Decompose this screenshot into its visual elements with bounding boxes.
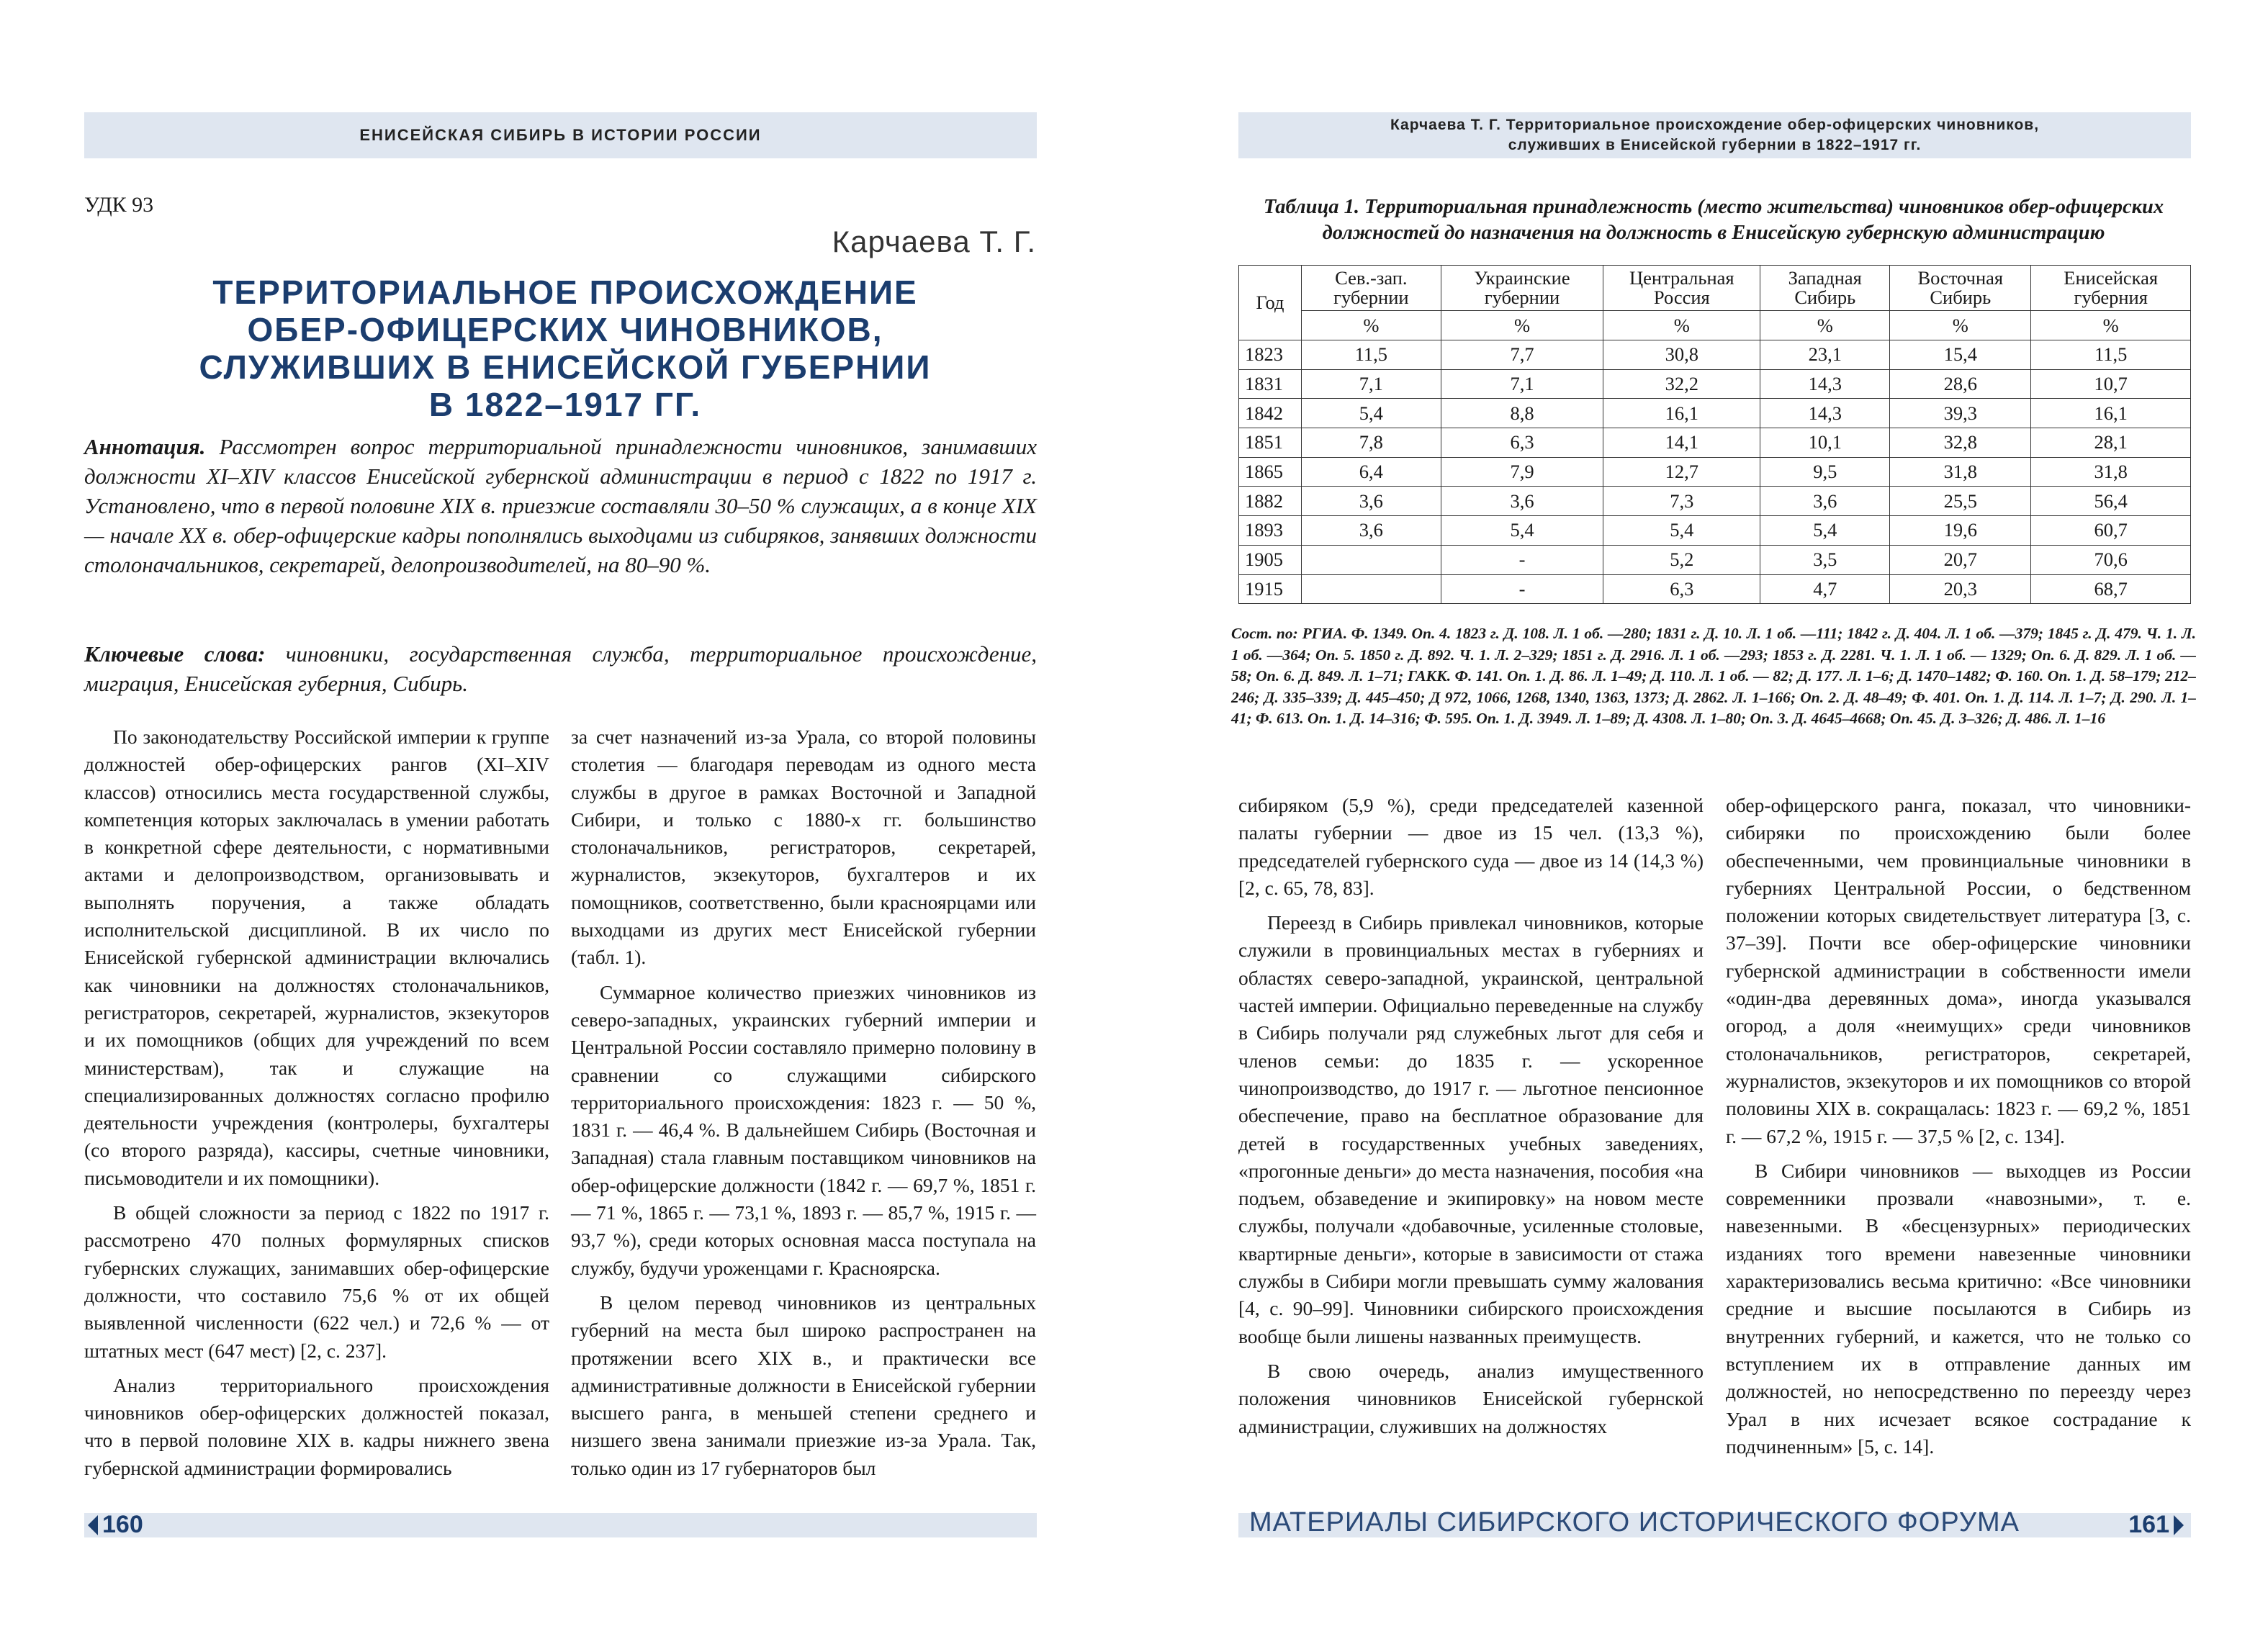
- table-caption: Таблица 1. Территориальная принадлежность (место жительства) чиновников обер-офицерских должностей до назначения на должность в Енисейскую губернскую администрацию: [1263, 196, 2164, 244]
- table-unit: %: [2031, 311, 2191, 340]
- table-cell: 3,6: [1302, 516, 1441, 546]
- body-paragraph: В целом перевод чиновников из центральных губерний на места был широко распространен на протяжении всего XIX в., и практически все административные должности в Енисейской губернии высшего ранга, в меньшей степени среднего и низшего звена занимали приезжие из-за Урала. Так, только один из 17 губернаторов был: [571, 1291, 1036, 1479]
- table-cell: 30,8: [1603, 340, 1760, 370]
- table-cell-year: 1842: [1239, 399, 1302, 428]
- title-line: ТЕРРИТОРИАЛЬНОЕ ПРОИСХОЖДЕНИЕ: [212, 274, 918, 311]
- table-cell: 14,3: [1760, 369, 1890, 399]
- table-cell: 10,7: [2031, 369, 2191, 399]
- keywords: [84, 639, 1037, 698]
- table-cell-year: 1882: [1239, 487, 1302, 516]
- table-row: [1239, 457, 2191, 487]
- table-sources: Сост. по: РГИА. Ф. 1349. Оп. 4. 1823 г. Д. 108. Л. 1 об. —280; 1831 г. Д. 10. Л. 1 об. —111; 1842 г. Д. 404. Л. 1 об. —379; 1845 г. Д. 479. Ч. 1. Л. 1 об. —364; Оп. 5. 1850 г. Д. 892. Ч. 1. Л. 2–329; 1851 г. Д. 2916. Л. 1 об. —293; 1853 г. Д. 2281. Ч. 1. Л. 1 об. — 1329; Оп. 6. Д. 829. Л. 1 об. — 58; Оп. 6. Д. 849. Л. 1–71; ГАКК. Ф. 141. Оп. 1. Д. 86. Л. 1–49; Д. 110. Л. 1 об. — 82; Д. 177. Л. 1–6; Д. 1470–1482; Ф. 160. Оп. 1. Д. 58–179; 212–246; Д. 335–339; Д. 445–450; Д 972, 1066, 1268, 1340, 1363, 1373; Д. 2862. Л. 1–166; Оп. 2. Д. 48–49; Ф. 401. Оп. 1. Д. 114. Л. 1–7; Д. 290. Л. 1–41; Ф. 613. Оп. 1. Д. 14–316; Ф. 595. Оп. 1. Д. 3949. Л. 1–89; Д. 4308. Л. 1–80; Оп. 3. Д. 4645–4668; Оп. 45. Д. 3–326; Д. 486. Л. 1–16: [1231, 625, 2196, 727]
- running-header: [1238, 112, 2191, 158]
- table-unit: %: [1603, 311, 1760, 340]
- table-cell: 5,4: [1441, 516, 1603, 546]
- title-line: В 1822–1917 ГГ.: [428, 386, 702, 423]
- table-cell: 5,4: [1603, 516, 1760, 546]
- title-line: СЛУЖИВШИХ В ЕНИСЕЙСКОЙ ГУБЕРНИИ: [199, 348, 932, 386]
- table-cell: 60,7: [2031, 516, 2191, 546]
- table-cell: 7,8: [1302, 428, 1441, 458]
- keywords-text: чиновники, государственная служба, территориальное происхождение, миграция, Енисейская губерния, Сибирь.: [84, 641, 1038, 696]
- table-unit: %: [1302, 311, 1441, 340]
- running-header: [84, 112, 1037, 158]
- chevron-right-icon: [2174, 1515, 2184, 1535]
- table-cell: 6,3: [1441, 428, 1603, 458]
- table-cell: 56,4: [2031, 487, 2191, 516]
- body-paragraph: сибиряком (5,9 %), среди председателей казенной палаты губернии — двое из 15 чел. (13,3 %), председателей губернского суда — двое из 14 (14,3 %) [2, с. 65, 78, 83].: [1238, 794, 1704, 899]
- table-cell-year: 1915: [1239, 574, 1302, 604]
- body-column-right-2: [1726, 792, 2191, 1468]
- body-paragraph: за счет назначений из-за Урала, со второй половины столетия — благодаря переводам из одного места службы в другое в рамках Восточной и Западной Сибири, и только с 1880-х гг. большинство столоначальников, регистраторов, секретарей, журналистов, экзекуторов, бухгалтеров и их помощников, соответственно, были красноярцами или выходцами из других мест Енисейской губернии (табл. 1).: [571, 726, 1036, 969]
- table-cell: 12,7: [1603, 457, 1760, 487]
- body-column-left-1: [84, 723, 549, 1489]
- body-paragraph: Переезд в Сибирь привлекал чиновников, которые служили в провинциальных местах в губерниях и областях северо-западной, украинской, центральной частей империи. Официально переведенные на службу в Сибирь получали ряд служебных льгот для себя и членов семьи: до 1835 г. — ускоренное чинопроизводство, до 1917 г. — льготное пенсионное обеспечение, право на бесплатное образование для детей в государственных учебных заведениях, «прогонные деньги» до места назначения, пособия «на подъем, обзаведение и экипировку» на новом месте службы, получали «добавочные, усиленные столовые, квартирные деньги», которые в зависимости от стажа службы в Сибири могли превышать сумму жалования [4, с. 90–99]. Чиновники сибирского происхождения вообще были лишены названных преимуществ.: [1238, 911, 1704, 1347]
- body-paragraph: В общей сложности за период с 1822 по 1917 г. рассмотрено 470 полных формулярных списков губернских служащих, занимавших обер-офицерские должности, что составило 75,6 % от их общей выявленной численности (622 чел.) и 72,6 % — от штатных мест (647 мест) [2, с. 237].: [84, 1201, 549, 1362]
- table-cell: 3,5: [1760, 545, 1890, 574]
- table-cell: 25,5: [1890, 487, 2031, 516]
- table-row: [1239, 399, 2191, 428]
- table-cell: 3,6: [1441, 487, 1603, 516]
- keywords-label: Ключевые слова:: [84, 641, 266, 667]
- running-header-line: служивших в Енисейской губернии в 1822–1917 гг.: [1508, 137, 1922, 153]
- table-cell: 3,6: [1760, 487, 1890, 516]
- page-number-right: [2128, 1511, 2184, 1539]
- table-cell: 5,2: [1603, 545, 1760, 574]
- table-row: [1239, 487, 2191, 516]
- table-cell: 14,1: [1603, 428, 1760, 458]
- table-cell: 7,7: [1441, 340, 1603, 370]
- right-page: [1134, 0, 2268, 1644]
- table-cell: 11,5: [1302, 340, 1441, 370]
- table-row: [1239, 428, 2191, 458]
- body-paragraph: Анализ территориального происхождения чиновников обер-офицерских должностей показал, что в первой половине XIX в. кадры нижнего звена губернской администрации формировались: [84, 1373, 549, 1479]
- table-cell-year: 1865: [1239, 457, 1302, 487]
- table-cell: 23,1: [1760, 340, 1890, 370]
- table-header: Центральная Россия: [1603, 266, 1760, 311]
- table-unit: %: [1441, 311, 1603, 340]
- table-row: [1239, 574, 2191, 604]
- table-cell: 39,3: [1890, 399, 2031, 428]
- table-cell: 9,5: [1760, 457, 1890, 487]
- table-cell: 7,1: [1302, 369, 1441, 399]
- table-cell: 31,8: [1890, 457, 2031, 487]
- title-line: ОБЕР-ОФИЦЕРСКИХ ЧИНОВНИКОВ,: [247, 311, 883, 348]
- chevron-left-icon: [88, 1515, 98, 1535]
- page-number-text: 160: [102, 1511, 143, 1538]
- table-header: Восточная Сибирь: [1890, 266, 2031, 311]
- table-unit: %: [1760, 311, 1890, 340]
- table-cell: 20,3: [1890, 574, 2031, 604]
- table-header: Сев.-зап. губернии: [1302, 266, 1441, 311]
- table-cell: 31,8: [2031, 457, 2191, 487]
- author-name: Карчаева Т. Г.: [832, 225, 1036, 258]
- table-cell: 32,2: [1603, 369, 1760, 399]
- table-row: [1239, 516, 2191, 546]
- body-column-right-1: [1238, 792, 1704, 1447]
- table-header: Западная Сибирь: [1760, 266, 1890, 311]
- table-cell: 5,4: [1760, 516, 1890, 546]
- table-cell: 68,7: [2031, 574, 2191, 604]
- body-column-left-2: [571, 723, 1036, 1489]
- data-table: [1238, 265, 2191, 604]
- body-paragraph: В Сибири чиновников — выходцев из России современники прозвали «навозными», т. е. навезенными. В «бесцензурных» периодических изданиях того времени навезенные чиновники характеризовались весьма критично: «Все чиновники средние и высшие посылаются в Сибирь из внутренних губерний, и кажется, что не только со вступлением их в отправление данных им должностей, но непосредственно по переезду через Урал в них исчезает всякое сострадание к подчиненным» [5, с. 14].: [1726, 1159, 2191, 1458]
- table-cell: 7,1: [1441, 369, 1603, 399]
- table-cell: [1302, 545, 1441, 574]
- page-number-left: [88, 1511, 143, 1539]
- running-header-text: ЕНИСЕЙСКАЯ СИБИРЬ В ИСТОРИИ РОССИИ: [359, 126, 762, 144]
- table-cell: -: [1441, 574, 1603, 604]
- table-cell-year: 1851: [1239, 428, 1302, 458]
- table-cell: 3,6: [1302, 487, 1441, 516]
- table-unit: %: [1890, 311, 2031, 340]
- table-cell: 10,1: [1760, 428, 1890, 458]
- body-paragraph: Суммарное количество приезжих чиновников из северо-западных, украинских губерний империи и Центральной России составляло примерно половину в сравнении со служащими сибирского территориального происхождения: 1823 г. — 50 %, 1831 г. — 46,4 %. В дальнейшем Сибирь (Восточная и Западная) стала главным поставщиком чиновников на обер-офицерские должности (1842 г. — 69,7 %, 1851 г. — 71 %, 1865 г. — 73,1 %, 1893 г. — 85,7 %, 1915 г. — 93,7 %), среди которых основная масса поступала на службу, будучи уроженцами г. Красноярска.: [571, 980, 1036, 1279]
- table-cell-year: 1893: [1239, 516, 1302, 546]
- table-cell: 16,1: [2031, 399, 2191, 428]
- table-cell: 20,7: [1890, 545, 2031, 574]
- table-header: Украинские губернии: [1441, 266, 1603, 311]
- table-cell: 6,3: [1603, 574, 1760, 604]
- table-cell: 4,7: [1760, 574, 1890, 604]
- table-cell: -: [1441, 545, 1603, 574]
- body-paragraph: В свою очередь, анализ имущественного положения чиновников Енисейской губернской администрации, служивших на должностях: [1238, 1359, 1704, 1437]
- table-cell: 70,6: [2031, 545, 2191, 574]
- table-cell: 19,6: [1890, 516, 2031, 546]
- table-cell: 28,6: [1890, 369, 2031, 399]
- table-body: [1239, 340, 2191, 604]
- annotation: [84, 432, 1037, 579]
- journal-name: МАТЕРИАЛЫ СИБИРСКОГО ИСТОРИЧЕСКОГО ФОРУМА: [1249, 1507, 2020, 1537]
- table-header: Енисейская губерния: [2031, 266, 2191, 311]
- annotation-label: Аннотация.: [84, 434, 206, 459]
- body-paragraph: По законодательству Российской империи к группе должностей обер-офицерских рангов (XI–XIV классов) относились места государственной службы, компетенция которых заключалась в умении работать в конкретной сфере деятельности, с нормативными актами и делопроизводством, организовывать и выполнять поручения, а также обладать исполнительской дисциплиной. В их число по Енисейской губернской администрации включались как чиновники на должностях столоначальников, регистраторов, секретарей, журналистов, экзекуторов и их помощников (общих для учреждений по всем министерствам), так и служащие на специализированных должностях согласно профилю деятельности учреждения (контролеры, бухгалтеры (со второго разряда), кассиры, счетные чиновники, письмоводители и их помощники).: [84, 726, 549, 1189]
- table-row: [1239, 545, 2191, 574]
- table-cell: [1302, 574, 1441, 604]
- table-cell: 6,4: [1302, 457, 1441, 487]
- table-cell: 16,1: [1603, 399, 1760, 428]
- table-cell: 14,3: [1760, 399, 1890, 428]
- table-cell-year: 1905: [1239, 545, 1302, 574]
- table-cell-year: 1831: [1239, 369, 1302, 399]
- table-cell: 5,4: [1302, 399, 1441, 428]
- table-row: [1239, 340, 2191, 370]
- table-cell: 8,8: [1441, 399, 1603, 428]
- article-title: [122, 274, 1008, 423]
- page-number-text: 161: [2128, 1511, 2169, 1538]
- table-cell: 7,9: [1441, 457, 1603, 487]
- table-cell: 11,5: [2031, 340, 2191, 370]
- table-cell: 32,8: [1890, 428, 2031, 458]
- running-header-line: Карчаева Т. Г. Территориальное происхождение обер-офицерских чиновников,: [1390, 117, 2040, 133]
- table-row: [1239, 369, 2191, 399]
- table-cell: 7,3: [1603, 487, 1760, 516]
- table-cell: 28,1: [2031, 428, 2191, 458]
- table-cell-year: 1823: [1239, 340, 1302, 370]
- udk-code: УДК 93: [84, 193, 154, 217]
- annotation-text: Рассмотрен вопрос территориальной принадлежности чиновников, занимавших должности XI–XIV классов Енисейской губернской администрации в период с 1822 по 1917 г. Установлено, что в первой половине XIX в. приезжие составляли 30–50 % служащих, а в конце XIX — начале XX в. обер-офицерские кадры пополнялись выходцами из сибиряков, занявших должности столоначальников, секретарей, делопроизводителей, на 80–90 %.: [84, 434, 1037, 577]
- table-header-year: Год: [1239, 266, 1302, 340]
- footer-band: [84, 1513, 1037, 1537]
- body-paragraph: обер-офицерского ранга, показал, что чиновники-сибиряки по происхождению были более обеспеченными, чем провинциальные чиновники в губерниях Центральной России, о бедственном положении которых свидетельствует литература [3, с. 37–39]. Почти все обер-офицерские чиновники губернской администрации в собственности имели «один-два деревянных дома», иногда указывался огород, а доля «неимущих» среди чиновников столоначальников, регистраторов, секретарей, журналистов, экзекуторов и их помощников со второй половины XIX в. сокращалась: 1823 г. — 69,2 %, 1851 г. — 67,2 %, 1915 г. — 37,5 % [2, с. 134].: [1726, 794, 2191, 1147]
- table-cell: 15,4: [1890, 340, 2031, 370]
